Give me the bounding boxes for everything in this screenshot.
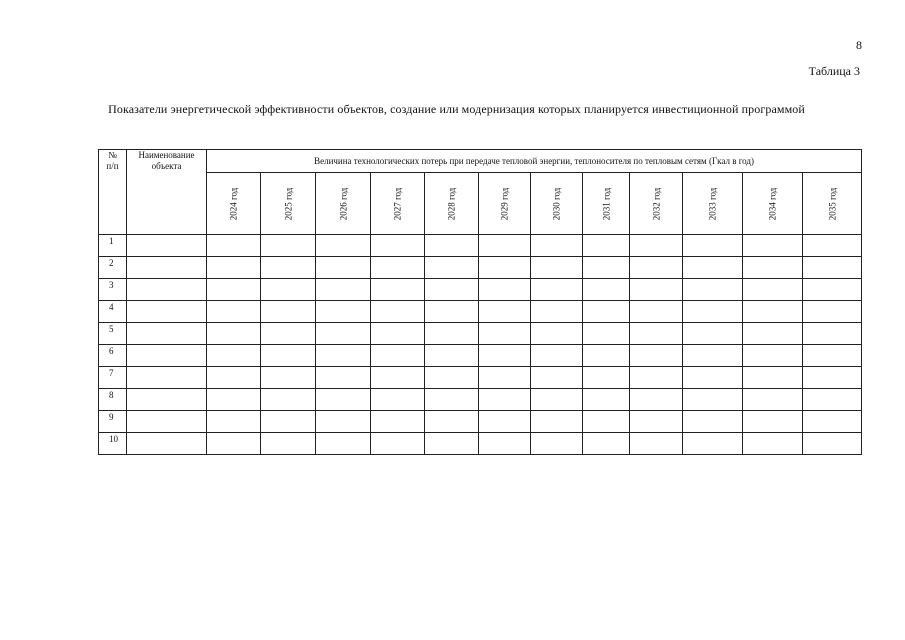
year-header [803, 173, 862, 235]
year-header [425, 173, 479, 235]
value-cell [531, 411, 583, 433]
value-cell [261, 301, 316, 323]
value-cell [425, 433, 479, 455]
value-cell [425, 279, 479, 301]
row-number: 7 [99, 367, 127, 389]
value-cell [371, 323, 425, 345]
value-cell [583, 257, 630, 279]
value-cell [583, 235, 630, 257]
value-cell [261, 411, 316, 433]
value-cell [743, 301, 803, 323]
column-header-heat-loss: Величина технологических потерь при передаче тепловой энергии, теплоносителя по тепловым сетям (Гкал в год) [207, 150, 862, 173]
table-row [99, 389, 862, 411]
year-header [743, 173, 803, 235]
value-cell [583, 345, 630, 367]
value-cell [803, 257, 862, 279]
value-cell [207, 411, 261, 433]
value-cell [683, 411, 743, 433]
value-cell [479, 301, 531, 323]
header-row-years [99, 173, 862, 235]
value-cell [743, 279, 803, 301]
year-header [261, 173, 316, 235]
table-row [99, 367, 862, 389]
value-cell [425, 345, 479, 367]
column-header-name [127, 150, 207, 235]
value-cell [207, 389, 261, 411]
value-cell [261, 367, 316, 389]
value-cell [803, 367, 862, 389]
table-body [99, 235, 862, 455]
value-cell [316, 389, 371, 411]
value-cell [531, 433, 583, 455]
value-cell [803, 279, 862, 301]
value-cell [479, 257, 531, 279]
value-cell [743, 323, 803, 345]
value-cell [803, 301, 862, 323]
value-cell [316, 433, 371, 455]
object-name-cell [127, 235, 207, 257]
value-cell [207, 301, 261, 323]
year-header-label: 2027 год [392, 187, 403, 220]
value-cell [371, 257, 425, 279]
value-cell [531, 345, 583, 367]
row-number: 10 [99, 433, 127, 455]
value-cell [479, 345, 531, 367]
value-cell [583, 279, 630, 301]
table-row [99, 323, 862, 345]
value-cell [531, 367, 583, 389]
table-row [99, 257, 862, 279]
value-cell [261, 345, 316, 367]
year-header [630, 173, 683, 235]
row-number: 3 [99, 279, 127, 301]
value-cell [683, 279, 743, 301]
value-cell [743, 257, 803, 279]
value-cell [371, 389, 425, 411]
value-cell [207, 345, 261, 367]
year-header-label: 2034 год [767, 187, 778, 220]
value-cell [683, 257, 743, 279]
value-cell [531, 389, 583, 411]
value-cell [630, 411, 683, 433]
row-number: 5 [99, 323, 127, 345]
value-cell [479, 235, 531, 257]
year-header [531, 173, 583, 235]
value-cell [683, 433, 743, 455]
row-number: 1 [99, 235, 127, 257]
row-number: 6 [99, 345, 127, 367]
value-cell [425, 323, 479, 345]
value-cell [630, 323, 683, 345]
value-cell [316, 323, 371, 345]
table-row [99, 235, 862, 257]
year-header-label: 2031 год [600, 187, 611, 220]
value-cell [479, 433, 531, 455]
value-cell [743, 389, 803, 411]
value-cell [630, 301, 683, 323]
value-cell [479, 279, 531, 301]
object-name-cell [127, 433, 207, 455]
row-number: 4 [99, 301, 127, 323]
value-cell [630, 279, 683, 301]
value-cell [583, 389, 630, 411]
year-header-label: 2035 год [827, 187, 838, 220]
table-label: Таблица 3 [808, 64, 860, 78]
value-cell [261, 257, 316, 279]
row-number: 2 [99, 257, 127, 279]
value-cell [316, 345, 371, 367]
value-cell [371, 367, 425, 389]
value-cell [316, 257, 371, 279]
value-cell [316, 301, 371, 323]
value-cell [803, 389, 862, 411]
table-row [99, 301, 862, 323]
value-cell [803, 433, 862, 455]
value-cell [261, 279, 316, 301]
value-cell [207, 279, 261, 301]
value-cell [261, 323, 316, 345]
value-cell [803, 411, 862, 433]
year-header-label: 2024 год [228, 187, 239, 220]
header-row-top [99, 150, 862, 173]
year-header-label: 2030 год [551, 187, 562, 220]
value-cell [743, 345, 803, 367]
value-cell [583, 301, 630, 323]
value-cell [371, 279, 425, 301]
value-cell [743, 235, 803, 257]
year-header-label: 2028 год [446, 187, 457, 220]
value-cell [479, 367, 531, 389]
value-cell [630, 257, 683, 279]
year-header-label: 2026 год [337, 187, 348, 220]
value-cell [261, 235, 316, 257]
value-cell [207, 257, 261, 279]
value-cell [803, 345, 862, 367]
value-cell [371, 235, 425, 257]
value-cell [261, 433, 316, 455]
value-cell [583, 323, 630, 345]
value-cell [630, 389, 683, 411]
value-cell [683, 235, 743, 257]
object-name-cell [127, 367, 207, 389]
object-name-cell [127, 323, 207, 345]
row-number: 8 [99, 389, 127, 411]
value-cell [743, 411, 803, 433]
value-cell [316, 411, 371, 433]
year-header-label: 2032 год [650, 187, 661, 220]
value-cell [683, 389, 743, 411]
row-number: 9 [99, 411, 127, 433]
value-cell [207, 367, 261, 389]
value-cell [630, 345, 683, 367]
year-header [316, 173, 371, 235]
object-name-cell [127, 301, 207, 323]
value-cell [425, 389, 479, 411]
value-cell [261, 389, 316, 411]
year-header-label: 2029 год [499, 187, 510, 220]
value-cell [683, 367, 743, 389]
value-cell [531, 279, 583, 301]
object-name-cell [127, 411, 207, 433]
object-name-cell [127, 279, 207, 301]
value-cell [630, 235, 683, 257]
value-cell [743, 367, 803, 389]
value-cell [630, 367, 683, 389]
value-cell [207, 433, 261, 455]
year-header [583, 173, 630, 235]
value-cell [371, 411, 425, 433]
value-cell [683, 301, 743, 323]
table-row [99, 433, 862, 455]
page-number: 8 [856, 38, 862, 52]
document-title: Показатели энергетической эффективности объектов, создание или модернизация которых планируется инвестиционной программой [108, 102, 805, 116]
value-cell [479, 323, 531, 345]
value-cell [316, 367, 371, 389]
year-header [207, 173, 261, 235]
value-cell [425, 301, 479, 323]
value-cell [425, 257, 479, 279]
value-cell [371, 345, 425, 367]
column-header-number-text: № п/п [106, 150, 119, 171]
object-name-cell [127, 257, 207, 279]
value-cell [803, 323, 862, 345]
value-cell [316, 279, 371, 301]
year-header [479, 173, 531, 235]
value-cell [207, 323, 261, 345]
value-cell [583, 433, 630, 455]
table-row [99, 279, 862, 301]
value-cell [531, 235, 583, 257]
value-cell [425, 411, 479, 433]
value-cell [683, 323, 743, 345]
value-cell [630, 433, 683, 455]
value-cell [743, 433, 803, 455]
object-name-cell [127, 345, 207, 367]
value-cell [425, 367, 479, 389]
year-header-label: 2033 год [707, 187, 718, 220]
object-name-cell [127, 389, 207, 411]
value-cell [683, 345, 743, 367]
value-cell [207, 235, 261, 257]
column-header-number [99, 150, 127, 235]
value-cell [583, 411, 630, 433]
value-cell [479, 411, 531, 433]
value-cell [371, 301, 425, 323]
year-header [683, 173, 743, 235]
value-cell [479, 389, 531, 411]
value-cell [425, 235, 479, 257]
value-cell [371, 433, 425, 455]
value-cell [316, 235, 371, 257]
year-header-label: 2025 год [282, 187, 293, 220]
table-row [99, 411, 862, 433]
value-cell [583, 367, 630, 389]
value-cell [531, 257, 583, 279]
efficiency-table [98, 149, 862, 455]
year-header [371, 173, 425, 235]
value-cell [531, 323, 583, 345]
table-row [99, 345, 862, 367]
value-cell [531, 301, 583, 323]
value-cell [803, 235, 862, 257]
column-header-name-text: Наименование объекта [138, 150, 195, 171]
